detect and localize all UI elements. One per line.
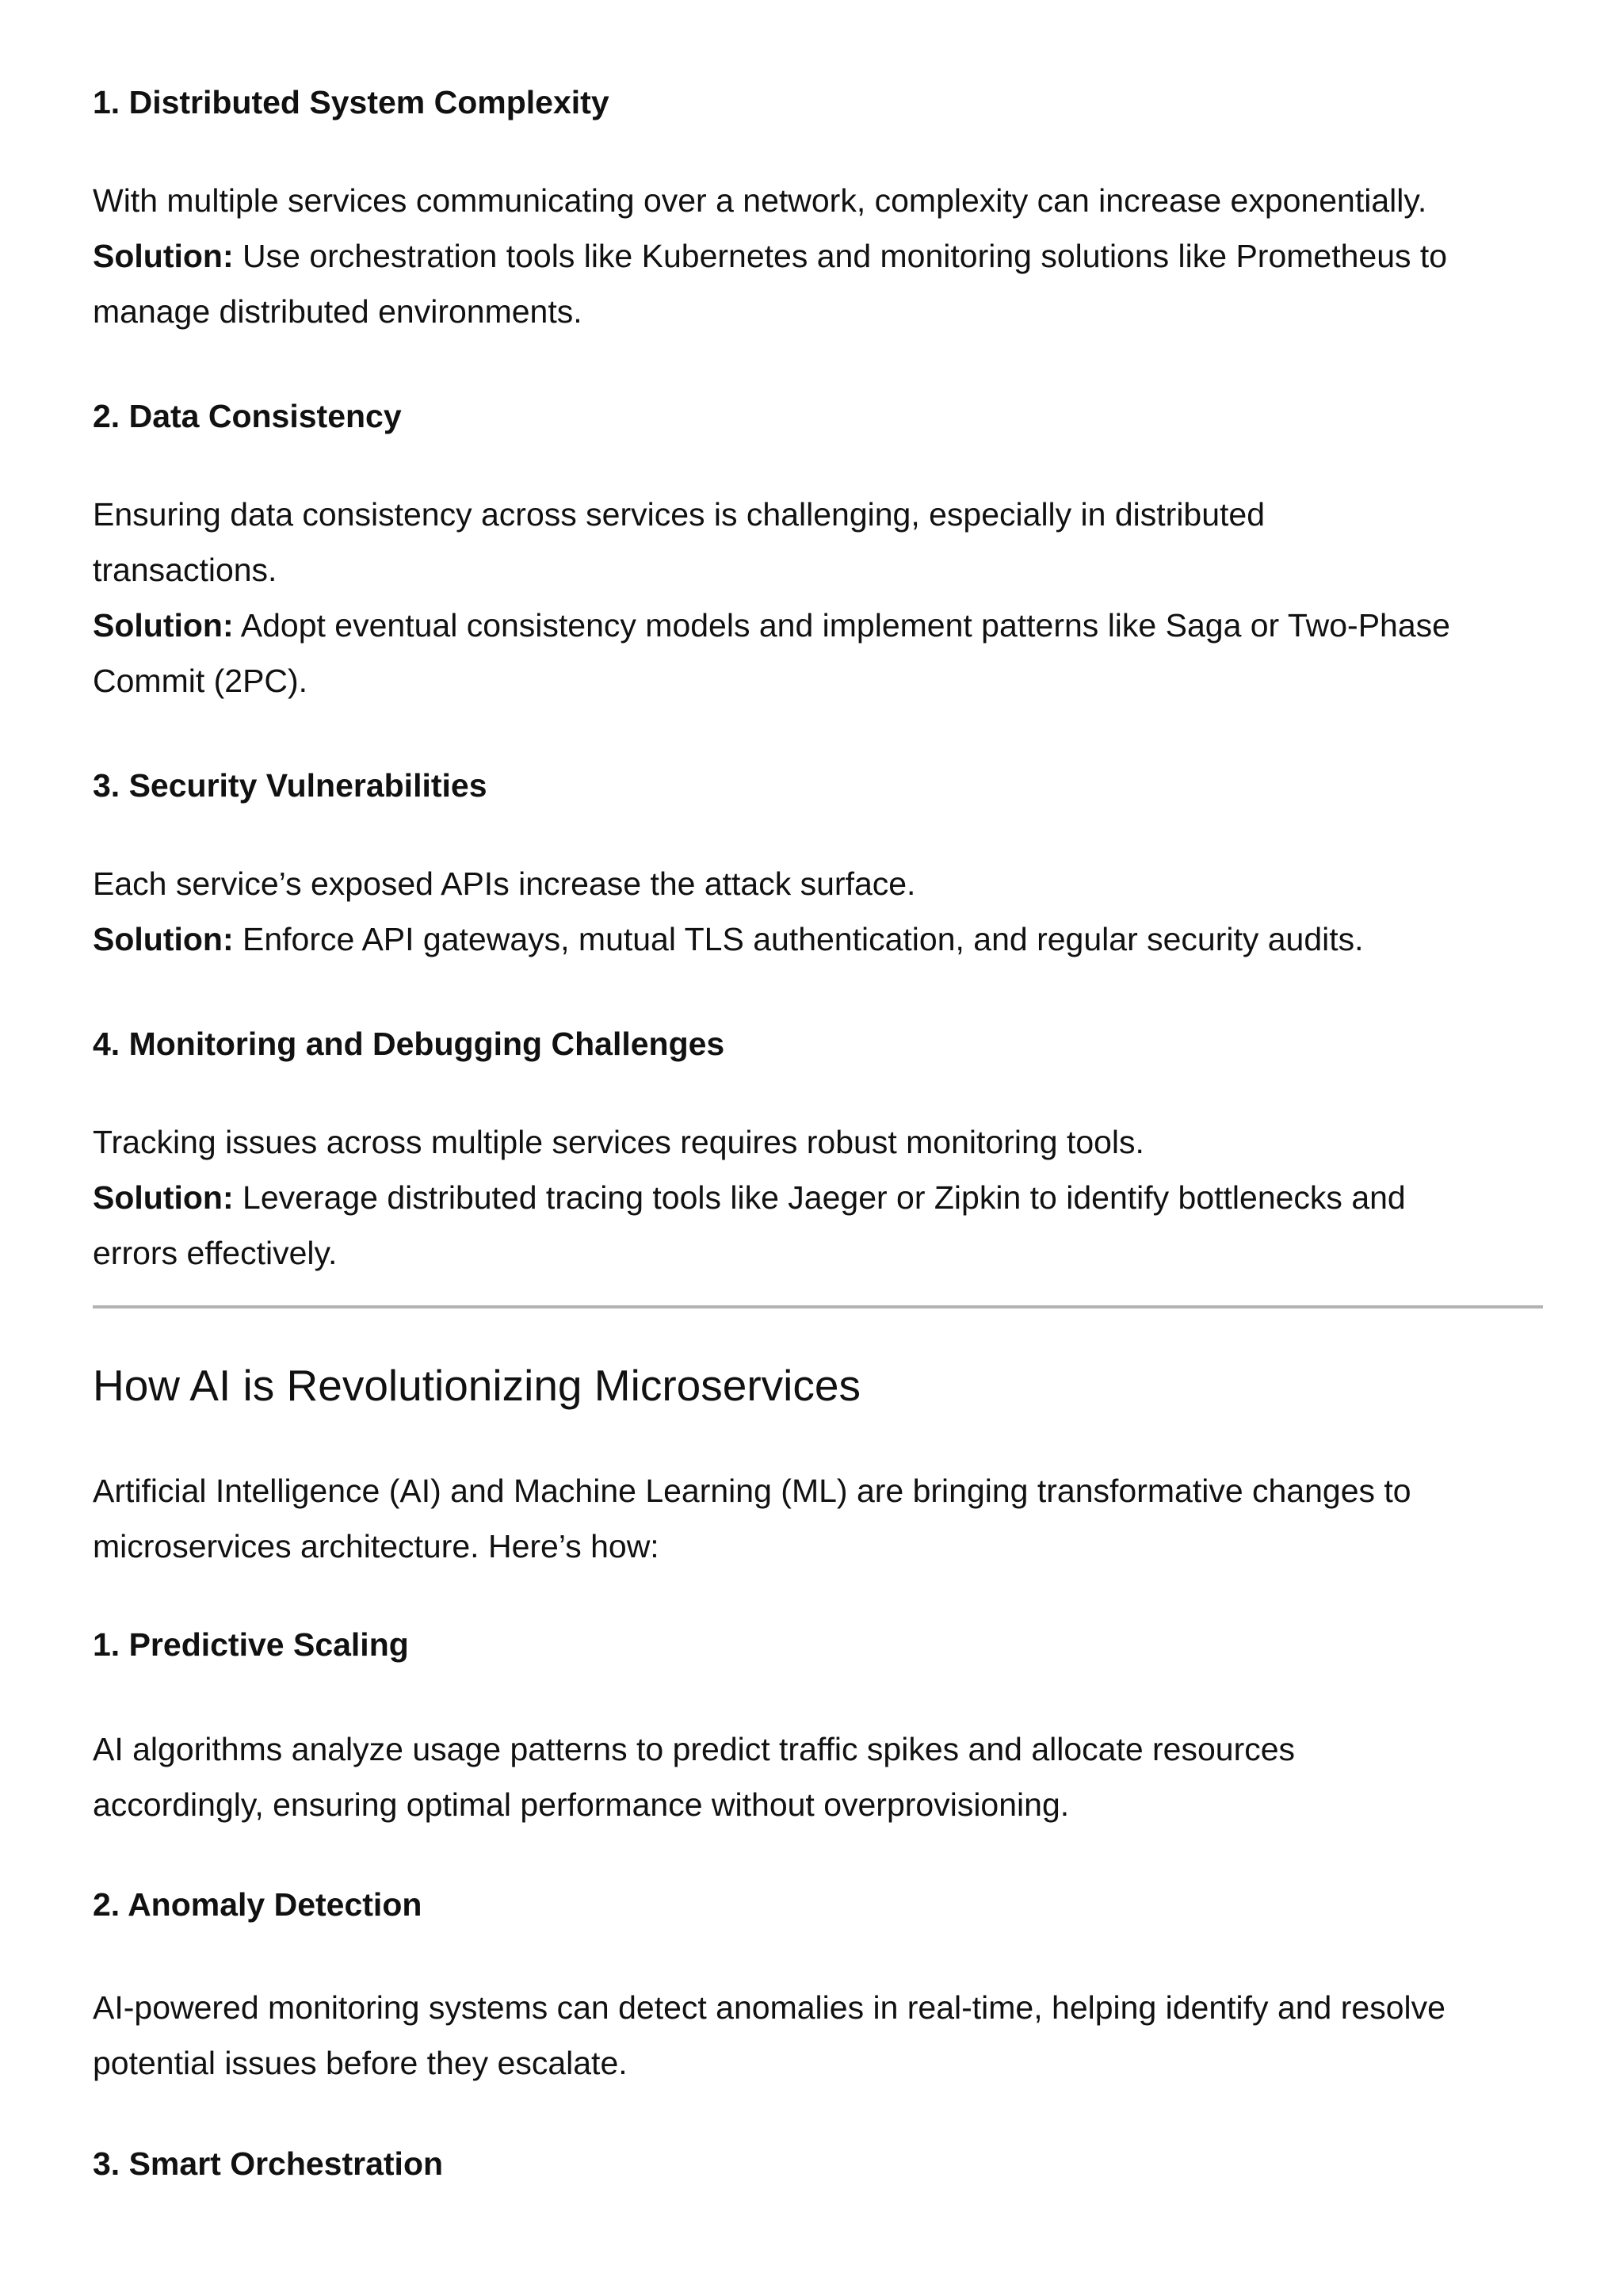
solution-text: Enforce API gateways, mutual TLS authentication, and regular security audits. bbox=[233, 921, 1364, 957]
challenge-2-heading: 2. Data Consistency bbox=[93, 398, 402, 434]
ai-item-2-heading: 2. Anomaly Detection bbox=[93, 1886, 422, 1923]
solution-text: Leverage distributed tracing tools like Jaeger or Zipkin to identify bottlenecks and bbox=[233, 1179, 1406, 1216]
challenge-1-paragraph bbox=[93, 173, 1543, 339]
challenge-1-text-line: With multiple services communicating over a network, complexity can increase exponentially. bbox=[93, 182, 1427, 219]
challenge-3-paragraph bbox=[93, 856, 1543, 967]
ai-intro-line: microservices architecture. Here’s how: bbox=[93, 1528, 659, 1564]
challenge-4-heading: 4. Monitoring and Debugging Challenges bbox=[93, 1026, 725, 1062]
challenge-2-solution-line bbox=[93, 598, 1543, 653]
solution-text: Adopt eventual consistency models and implement patterns like Saga or Two-Phase bbox=[233, 607, 1450, 644]
challenge-4-solution-line bbox=[93, 1170, 1543, 1225]
solution-label: Solution: bbox=[93, 238, 234, 274]
solution-label: Solution: bbox=[93, 1179, 234, 1216]
challenge-2-text-line: Ensuring data consistency across services is challenging, especially in distributed bbox=[93, 496, 1266, 533]
challenge-4-paragraph bbox=[93, 1114, 1543, 1281]
challenge-1-solution-line: manage distributed environments. bbox=[93, 293, 582, 330]
challenge-2-text-line: transactions. bbox=[93, 552, 277, 588]
challenge-3-solution-line bbox=[93, 911, 1543, 967]
ai-intro-line: Artificial Intelligence (AI) and Machine Learning (ML) are bringing transformative changes to bbox=[93, 1473, 1411, 1509]
challenge-4-solution-line: errors effectively. bbox=[93, 1235, 338, 1271]
solution-label: Solution: bbox=[93, 921, 234, 957]
ai-item-3-heading: 3. Smart Orchestration bbox=[93, 2145, 444, 2182]
challenge-4-text-line: Tracking issues across multiple services requires robust monitoring tools. bbox=[93, 1124, 1144, 1160]
ai-item-1-text-line: AI algorithms analyze usage patterns to predict traffic spikes and allocate resources bbox=[93, 1731, 1296, 1767]
ai-item-1-text-line: accordingly, ensuring optimal performance without overprovisioning. bbox=[93, 1786, 1070, 1823]
solution-label: Solution: bbox=[93, 607, 234, 644]
section-divider bbox=[93, 1305, 1543, 1308]
challenge-2-solution-line: Commit (2PC). bbox=[93, 663, 308, 699]
ai-intro-paragraph bbox=[93, 1463, 1543, 1574]
challenge-1-solution-line bbox=[93, 228, 1543, 284]
ai-item-2-text-line: potential issues before they escalate. bbox=[93, 2045, 628, 2081]
ai-item-1-paragraph bbox=[93, 1721, 1543, 1832]
challenge-3-text-line: Each service’s exposed APIs increase the attack surface. bbox=[93, 865, 916, 902]
section-title: How AI is Revolutionizing Microservices bbox=[93, 1361, 861, 1410]
ai-item-2-paragraph bbox=[93, 1980, 1543, 2091]
ai-item-1-heading: 1. Predictive Scaling bbox=[93, 1626, 409, 1663]
solution-text: Use orchestration tools like Kubernetes and monitoring solutions like Prometheus to bbox=[233, 238, 1448, 274]
ai-item-2-text-line: AI-powered monitoring systems can detect anomalies in real-time, helping identify and resolve bbox=[93, 1989, 1445, 2026]
challenge-1-heading: 1. Distributed System Complexity bbox=[93, 84, 609, 120]
challenge-2-paragraph bbox=[93, 487, 1543, 709]
challenge-3-heading: 3. Security Vulnerabilities bbox=[93, 767, 487, 804]
